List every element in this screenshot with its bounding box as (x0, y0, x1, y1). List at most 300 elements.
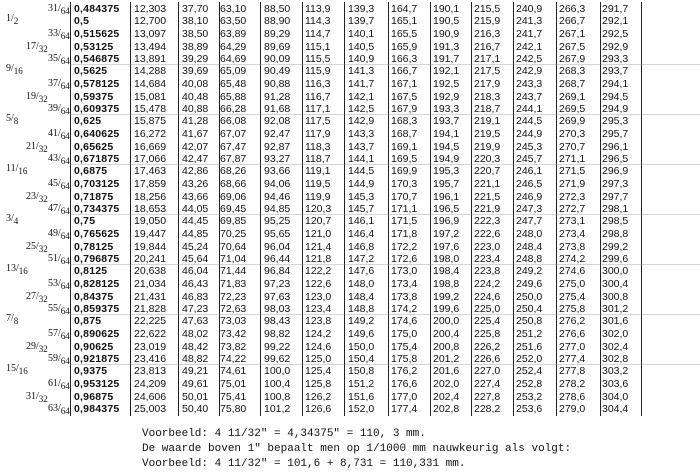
mm-value-cell: 244,9 (516, 127, 543, 140)
mm-value-cell: 200,0 (433, 315, 460, 328)
mm-value-cell: 145,7 (348, 203, 375, 215)
mm-value-cell: 41,67 (182, 127, 209, 140)
mm-value-cell: 246,5 (516, 177, 543, 190)
mm-value-cell: 90,49 (264, 65, 291, 78)
mm-value-cell: 192,5 (433, 77, 460, 90)
mm-value-cell: 23,019 (134, 340, 167, 353)
mm-value-cell: 241,3 (516, 15, 543, 28)
mm-value-cell: 245,7 (516, 153, 543, 165)
mm-value-cell: 219,1 (474, 115, 501, 128)
mm-value-cell: 94,06 (264, 177, 291, 190)
mm-value-cell: 268,7 (559, 77, 586, 90)
mm-value-cell: 145,3 (348, 190, 375, 203)
mm-value-cell: 197,6 (433, 240, 460, 253)
mm-value-cell: 227,0 (474, 365, 501, 378)
mm-value-cell: 89,69 (264, 40, 291, 53)
mm-value-cell: 176,6 (391, 377, 418, 390)
mm-value-cell: 38,10 (182, 15, 209, 28)
mm-value-cell: 242,1 (516, 40, 543, 53)
mm-value-cell: 74,61 (220, 365, 247, 378)
mm-value-cell: 44,45 (182, 215, 209, 228)
mm-value-cell: 92,47 (264, 127, 291, 140)
mm-value-cell: 43,26 (182, 177, 209, 190)
fraction-label: 49/64 (48, 227, 70, 241)
mm-value-cell: 243,3 (516, 77, 543, 90)
fraction-label: 13/16 (6, 263, 28, 277)
mm-value-cell: 75,80 (220, 403, 247, 415)
mm-value-cell: 296,5 (602, 153, 629, 165)
decimal-inch-cell: 0,703125 (74, 177, 120, 190)
decimal-inch-cell: 0,59375 (74, 90, 114, 103)
mm-value-cell: 126,6 (305, 403, 332, 415)
mm-value-cell: 41,28 (182, 115, 209, 128)
mm-value-cell: 126,2 (305, 390, 332, 403)
mm-value-cell: 71,04 (220, 253, 247, 265)
mm-value-cell: 21,828 (134, 303, 167, 315)
mm-value-cell: 291,7 (602, 3, 629, 15)
fraction-label: 3/4 (6, 213, 19, 227)
mm-value-cell: 142,5 (348, 103, 375, 115)
mm-value-cell: 13,097 (134, 27, 167, 40)
mm-value-cell: 248,8 (516, 253, 543, 265)
fraction-label: 41/64 (48, 127, 70, 141)
mm-value-cell: 274,6 (559, 265, 586, 278)
mm-value-cell: 166,3 (391, 53, 418, 65)
mm-value-cell: 75,41 (220, 390, 247, 403)
mm-value-cell: 73,03 (220, 315, 247, 328)
mm-value-cell: 292,9 (602, 40, 629, 53)
mm-value-cell: 119,5 (305, 177, 331, 190)
mm-value-cell: 293,3 (602, 53, 629, 65)
mm-value-cell: 121,0 (305, 227, 332, 240)
mm-value-cell: 202,4 (433, 390, 460, 403)
mm-value-cell: 200,4 (433, 327, 460, 340)
mm-value-cell: 73,42 (220, 327, 247, 340)
mm-value-cell: 223,4 (474, 253, 501, 265)
mm-value-cell: 38,89 (182, 40, 209, 53)
mm-value-cell: 71,83 (220, 277, 247, 290)
mm-value-cell: 45,64 (182, 253, 209, 265)
mm-value-cell: 243,7 (516, 90, 543, 103)
mm-value-cell: 277,8 (559, 365, 586, 378)
decimal-inch-cell: 0,84375 (74, 290, 114, 303)
mm-value-cell: 121,4 (305, 240, 332, 253)
mm-value-cell: 250,8 (516, 315, 543, 328)
mm-value-cell: 225,8 (474, 327, 501, 340)
decimal-inch-cell: 0,734375 (74, 203, 120, 215)
mm-value-cell: 170,7 (391, 190, 418, 203)
mm-value-cell: 267,9 (559, 53, 586, 65)
mm-value-cell: 167,9 (391, 103, 418, 115)
mm-value-cell: 45,24 (182, 240, 209, 253)
mm-value-cell: 143,3 (348, 127, 375, 140)
mm-value-cell: 21,034 (134, 277, 167, 290)
mm-value-cell: 227,8 (474, 390, 501, 403)
mm-value-cell: 40,48 (182, 90, 209, 103)
fraction-label: 51/64 (48, 253, 70, 266)
mm-value-cell: 299,2 (602, 240, 629, 253)
mm-value-cell: 278,2 (559, 377, 586, 390)
mm-value-cell: 19,844 (134, 240, 167, 253)
mm-value-cell: 298,5 (602, 215, 629, 228)
mm-value-cell: 141,7 (348, 77, 375, 90)
mm-value-cell: 241,7 (516, 27, 543, 40)
mm-value-cell: 17,463 (134, 165, 167, 178)
mm-value-cell: 91,28 (264, 90, 291, 103)
mm-value-cell: 100,4 (264, 377, 291, 390)
mm-value-cell: 44,85 (182, 227, 209, 240)
mm-value-cell: 15,875 (134, 115, 167, 128)
mm-value-cell: 276,6 (559, 327, 586, 340)
decimal-inch-cell: 0,640625 (74, 127, 120, 140)
mm-value-cell: 197,2 (433, 227, 460, 240)
mm-value-cell: 167,5 (391, 90, 418, 103)
mm-value-cell: 68,66 (220, 177, 247, 190)
mm-value-cell: 301,2 (602, 303, 629, 315)
mm-value-cell: 294,1 (602, 77, 629, 90)
decimal-inch-cell: 0,609375 (74, 103, 120, 115)
mm-value-cell: 240,9 (516, 3, 543, 15)
mm-value-cell: 295,3 (602, 115, 629, 128)
fraction-label: 23/32 (26, 190, 48, 204)
mm-value-cell: 140,9 (348, 53, 375, 65)
mm-value-cell: 246,9 (516, 190, 543, 203)
mm-value-cell: 114,7 (305, 27, 331, 40)
decimal-inch-cell: 0,90625 (74, 340, 114, 353)
mm-value-cell: 196,9 (433, 215, 460, 228)
mm-value-cell: 302,4 (602, 340, 629, 353)
mm-value-cell: 275,8 (559, 303, 586, 315)
mm-value-cell: 50,01 (182, 390, 209, 403)
mm-value-cell: 304,4 (602, 403, 629, 415)
mm-value-cell: 170,3 (391, 177, 418, 190)
mm-value-cell: 273,8 (559, 240, 586, 253)
fraction-label: 35/64 (48, 53, 70, 66)
mm-value-cell: 171,8 (391, 227, 418, 240)
mm-value-cell: 149,6 (348, 327, 375, 340)
mm-value-cell: 118,7 (305, 153, 331, 165)
decimal-inch-cell: 0,859375 (74, 303, 120, 315)
mm-value-cell: 219,9 (474, 140, 501, 153)
mm-value-cell: 169,5 (391, 153, 418, 165)
mm-value-cell: 16,669 (134, 140, 167, 153)
mm-value-cell: 225,0 (474, 303, 501, 315)
mm-value-cell: 190,1 (433, 3, 460, 15)
mm-value-cell: 151,6 (348, 390, 375, 403)
mm-value-cell: 165,1 (391, 15, 418, 28)
mm-value-cell: 269,9 (559, 115, 586, 128)
mm-value-cell: 12,700 (134, 15, 167, 28)
mm-value-cell: 292,1 (602, 15, 629, 28)
mm-value-cell: 217,9 (474, 77, 501, 90)
mm-value-cell: 90,88 (264, 77, 291, 90)
mm-value-cell: 245,3 (516, 140, 543, 153)
mm-value-cell: 174,2 (391, 303, 418, 315)
decimal-inch-cell: 0,9375 (74, 365, 108, 378)
mm-value-cell: 99,62 (264, 353, 291, 365)
mm-value-cell: 192,9 (433, 90, 460, 103)
fraction-label: 31/64 (48, 3, 70, 16)
mm-value-cell: 198,8 (433, 277, 460, 290)
mm-value-cell: 253,6 (516, 403, 543, 415)
mm-value-cell: 248,4 (516, 240, 543, 253)
mm-value-cell: 224,2 (474, 277, 501, 290)
mm-value-cell: 279,0 (559, 403, 586, 415)
mm-value-cell: 22,622 (134, 327, 167, 340)
mm-value-cell: 88,50 (264, 3, 291, 15)
mm-value-cell: 215,9 (474, 15, 501, 28)
mm-value-cell: 40,08 (182, 77, 209, 90)
mm-value-cell: 147,2 (348, 253, 375, 265)
mm-value-cell: 269,5 (559, 103, 586, 115)
mm-value-cell: 296,9 (602, 165, 629, 178)
mm-value-cell: 65,48 (220, 77, 247, 90)
mm-value-cell: 217,1 (474, 53, 501, 65)
fraction-label: 43/64 (48, 153, 70, 166)
mm-value-cell: 95,25 (264, 215, 291, 228)
mm-value-cell: 15,081 (134, 90, 167, 103)
mm-value-cell: 118,3 (305, 140, 331, 153)
mm-value-cell: 117,5 (305, 115, 331, 128)
mm-value-cell: 90,09 (264, 53, 291, 65)
mm-value-cell: 23,813 (134, 365, 167, 378)
mm-value-cell: 71,44 (220, 265, 247, 278)
mm-value-cell: 64,69 (220, 53, 247, 65)
mm-value-cell: 252,0 (516, 353, 543, 365)
decimal-inch-cell: 0,921875 (74, 353, 120, 365)
mm-value-cell: 144,9 (348, 177, 375, 190)
mm-value-cell: 175,8 (391, 353, 418, 365)
mm-value-cell: 97,63 (264, 290, 291, 303)
mm-value-cell: 117,1 (305, 103, 331, 115)
mm-value-cell: 14,684 (134, 77, 167, 90)
mm-value-cell: 139,3 (348, 3, 375, 15)
fraction-label: 61/64 (48, 377, 70, 391)
mm-value-cell: 141,3 (348, 65, 375, 78)
fraction-label: 21/32 (26, 140, 48, 154)
mm-value-cell: 49,21 (182, 365, 209, 378)
mm-value-cell: 64,29 (220, 40, 247, 53)
mm-value-cell: 296,1 (602, 140, 629, 153)
mm-value-cell: 67,07 (220, 127, 247, 140)
mm-value-cell: 147,6 (348, 265, 375, 278)
mm-value-cell: 293,7 (602, 65, 629, 78)
mm-value-cell: 193,3 (433, 103, 460, 115)
mm-value-cell: 150,4 (348, 353, 375, 365)
mm-value-cell: 250,0 (516, 290, 543, 303)
example-notes (142, 427, 682, 472)
mm-value-cell: 221,9 (474, 203, 501, 215)
mm-value-cell: 115,1 (305, 40, 331, 53)
mm-value-cell: 175,0 (391, 327, 418, 340)
mm-value-cell: 124,2 (305, 327, 332, 340)
mm-value-cell: 201,6 (433, 365, 460, 378)
mm-value-cell: 169,1 (391, 140, 418, 153)
mm-value-cell: 120,7 (305, 215, 332, 228)
mm-value-cell: 20,241 (134, 253, 167, 265)
fraction-label: 25/32 (26, 240, 48, 254)
fraction-label: 17/32 (26, 40, 48, 54)
mm-value-cell: 42,47 (182, 153, 209, 165)
mm-value-cell: 300,8 (602, 290, 629, 303)
mm-value-cell: 48,42 (182, 340, 209, 353)
mm-value-cell: 176,2 (391, 365, 418, 378)
mm-value-cell: 168,7 (391, 127, 418, 140)
mm-value-cell: 200,8 (433, 340, 460, 353)
mm-value-cell: 72,63 (220, 303, 247, 315)
mm-value-cell: 66,08 (220, 115, 247, 128)
mm-value-cell: 270,3 (559, 127, 586, 140)
mm-value-cell: 88,90 (264, 15, 291, 28)
fraction-label: 11/16 (6, 163, 28, 177)
mm-value-cell: 24,606 (134, 390, 167, 403)
mm-value-cell: 221,5 (474, 190, 501, 203)
mm-value-cell: 173,4 (391, 277, 418, 290)
mm-value-cell: 148,8 (348, 303, 375, 315)
mm-value-cell: 47,23 (182, 303, 209, 315)
mm-value-cell: 198,0 (433, 253, 460, 265)
mm-value-cell: 244,1 (516, 103, 543, 115)
mm-value-cell: 98,03 (264, 303, 291, 315)
mm-value-cell: 294,9 (602, 103, 629, 115)
mm-value-cell: 63,10 (220, 3, 247, 15)
mm-value-cell: 13,891 (134, 53, 167, 65)
mm-value-cell: 19,447 (134, 227, 167, 240)
fraction-label: 47/64 (48, 203, 70, 216)
mm-value-cell: 199,6 (433, 303, 460, 315)
fraction-label: 53/64 (48, 277, 70, 291)
mm-value-cell: 252,4 (516, 365, 543, 378)
mm-value-cell: 302,0 (602, 327, 629, 340)
mm-value-cell: 267,5 (559, 40, 586, 53)
mm-value-cell: 272,7 (559, 203, 586, 215)
mm-value-cell: 75,01 (220, 377, 247, 390)
mm-value-cell: 124,6 (305, 340, 332, 353)
fraction-label: 45/64 (48, 177, 70, 191)
mm-value-cell: 226,2 (474, 340, 501, 353)
mm-value-cell: 273,4 (559, 227, 586, 240)
mm-value-cell: 15,478 (134, 103, 167, 115)
mm-value-cell: 223,0 (474, 240, 501, 253)
mm-value-cell: 274,2 (559, 253, 586, 265)
mm-value-cell: 201,2 (433, 353, 460, 365)
mm-value-cell: 146,1 (348, 215, 375, 228)
decimal-inch-cell: 0,515625 (74, 27, 120, 40)
decimal-inch-cell: 0,5625 (74, 65, 108, 78)
mm-value-cell: 276,2 (559, 315, 586, 328)
decimal-inch-cell: 0,8125 (74, 265, 108, 278)
mm-value-cell: 43,66 (182, 190, 209, 203)
fraction-label: 5/8 (6, 113, 19, 127)
mm-value-cell: 139,7 (348, 15, 375, 28)
fraction-label: 1/2 (6, 13, 19, 27)
mm-value-cell: 275,0 (559, 277, 586, 290)
mm-value-cell: 194,9 (433, 153, 460, 165)
decimal-inch-cell: 0,53125 (74, 40, 114, 53)
mm-value-cell: 38,50 (182, 27, 209, 40)
mm-value-cell: 13,494 (134, 40, 167, 53)
mm-value-cell: 198,4 (433, 265, 460, 278)
decimal-inch-cell: 0,875 (74, 315, 102, 328)
example-line-1: Voorbeeld: 4 11/32" = 4,34375" = 110, 3 mm. (142, 428, 426, 440)
fraction-label: 33/64 (48, 27, 70, 41)
fraction-label: 59/64 (48, 353, 70, 366)
mm-value-cell: 220,7 (474, 165, 501, 178)
mm-value-cell: 101,2 (264, 403, 291, 415)
mm-value-cell: 244,5 (516, 115, 543, 128)
mm-value-cell: 100,8 (264, 390, 291, 403)
mm-value-cell: 46,04 (182, 265, 209, 278)
mm-value-cell: 175,4 (391, 340, 418, 353)
mm-value-cell: 275,4 (559, 290, 586, 303)
fraction-label: 39/64 (48, 103, 70, 116)
mm-value-cell: 93,27 (264, 153, 291, 165)
decimal-inch-cell: 0,671875 (74, 153, 120, 165)
mm-value-cell: 194,1 (433, 127, 460, 140)
mm-value-cell: 148,0 (348, 277, 375, 290)
mm-value-cell: 190,5 (433, 15, 460, 28)
mm-value-cell: 18,256 (134, 190, 167, 203)
mm-value-cell: 250,4 (516, 303, 543, 315)
mm-value-cell: 292,5 (602, 27, 629, 40)
mm-value-cell: 24,209 (134, 377, 167, 390)
mm-value-cell: 93,66 (264, 165, 291, 178)
mm-value-cell: 216,7 (474, 40, 501, 53)
mm-value-cell: 140,5 (348, 40, 375, 53)
mm-value-cell: 44,05 (182, 203, 209, 215)
mm-value-cell: 298,1 (602, 203, 629, 215)
mm-value-cell: 194,5 (433, 140, 460, 153)
decimal-inch-cell: 0,890625 (74, 327, 120, 340)
mm-value-cell: 248,0 (516, 227, 543, 240)
mm-value-cell: 202,0 (433, 377, 460, 390)
mm-value-cell: 299,6 (602, 253, 629, 265)
fraction-label: 37/64 (48, 77, 70, 91)
mm-value-cell: 140,1 (348, 27, 375, 40)
mm-value-cell: 228,2 (474, 403, 501, 415)
fraction-label: 63/64 (48, 403, 70, 416)
decimal-inch-cell: 0,71875 (74, 190, 114, 203)
mm-value-cell: 20,638 (134, 265, 167, 278)
mm-value-cell: 295,7 (602, 127, 629, 140)
mm-value-cell: 46,83 (182, 290, 209, 303)
mm-value-cell: 21,431 (134, 290, 167, 303)
mm-value-cell: 121,8 (305, 253, 332, 265)
mm-value-cell: 72,23 (220, 290, 247, 303)
fraction-label: 19/32 (26, 90, 48, 104)
decimal-inch-cell: 0,984375 (74, 403, 120, 415)
mm-value-cell: 48,82 (182, 353, 209, 365)
mm-value-cell: 37,70 (182, 3, 209, 15)
mm-value-cell: 217,5 (474, 65, 501, 78)
mm-value-cell: 177,0 (391, 390, 418, 403)
mm-value-cell: 271,9 (559, 177, 586, 190)
mm-value-cell: 266,7 (559, 15, 586, 28)
mm-value-cell: 65,09 (220, 65, 247, 78)
mm-value-cell: 146,4 (348, 227, 375, 240)
mm-value-cell: 19,050 (134, 215, 167, 228)
mm-value-cell: 73,82 (220, 340, 247, 353)
mm-value-cell: 92,87 (264, 140, 291, 153)
mm-value-cell: 119,1 (305, 165, 331, 178)
mm-value-cell: 144,1 (348, 153, 375, 165)
mm-value-cell: 68,26 (220, 165, 247, 178)
mm-value-cell: 226,6 (474, 353, 501, 365)
decimal-inch-cell: 0,578125 (74, 77, 120, 90)
mm-value-cell: 123,8 (305, 315, 332, 328)
mm-value-cell: 272,3 (559, 190, 586, 203)
decimal-inch-cell: 0,625 (74, 115, 102, 128)
